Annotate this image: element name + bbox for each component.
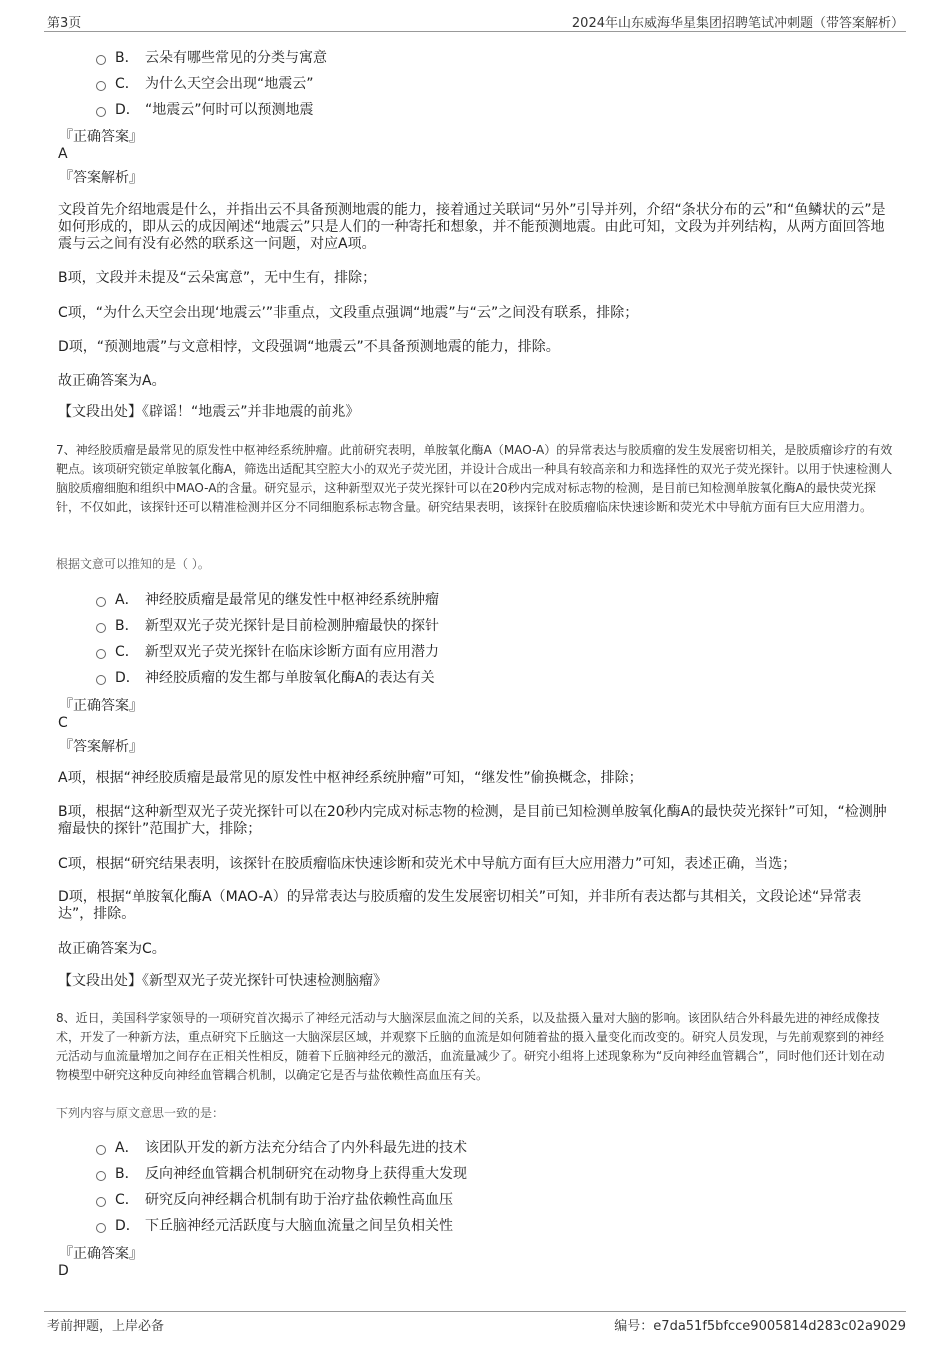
- option-text: 新型双光子荧光探针在临床诊断方面有应用潜力: [145, 644, 439, 660]
- document-title: 2024年山东威海华星集团招聘笔试冲刺题（带答案解析）: [571, 16, 904, 31]
- q7-option-a[interactable]: [96, 589, 439, 609]
- q8-option-c[interactable]: [96, 1189, 453, 1209]
- q6-analysis-label: 『答案解析』: [59, 170, 143, 186]
- option-letter: D．: [115, 670, 140, 686]
- footer-slogan: 考前押题，上岸必备: [47, 1319, 165, 1334]
- header-divider: [44, 31, 906, 32]
- q6-option-c[interactable]: [96, 73, 314, 93]
- q6-analysis-d: D项，“预测地震”与文意相悖，文段强调“地震云”不具备预测地震的能力，排除。: [58, 339, 560, 355]
- q8-option-a[interactable]: [96, 1137, 467, 1157]
- option-letter: C．: [115, 1192, 139, 1208]
- option-text: 神经胶质瘤是最常见的继发性中枢神经系统肿瘤: [145, 592, 439, 608]
- q7-analysis-d: D项，根据“单胺氧化酶A（MAO-A）的异常表达与胶质瘤的发生发展密切相关”可知，并非所有表达都与其相关，文段论述“异常表达”，排除。: [58, 889, 862, 922]
- option-letter: A．: [115, 1140, 139, 1156]
- q8-stem: 8、近日，美国科学家领导的一项研究首次揭示了神经元活动与大脑深层血流之间的关系，以及盐摄入量对大脑的影响。该团队结合外科最先进的神经成像技术，开发了一种新方法，重点研究下丘脑这一大脑深层区域，并观察下丘脑的血流是如何随着盐的摄入量变化而改变的。研究人员发现，与先前观察到的神经元活动与血流量增加之间存在正相关性相反，随着下丘脑神经元的激活，血流量减少了。研究小组将上述现象称为“反向神经血管耦合”，同时他们还计划在动物模型中研究这种反向神经血管耦合机制，以确定它是否与盐依赖性高血压有关。: [56, 1011, 885, 1082]
- q7-analysis-c: C项，根据“研究结果表明，该探针在胶质瘤临床快速诊断和荧光术中导航方面有巨大应用潜力”可知，表述正确，当选；: [58, 856, 797, 872]
- radio-icon[interactable]: [96, 623, 106, 633]
- option-text: 神经胶质瘤的发生都与单胺氧化酶A的表达有关: [145, 670, 435, 686]
- option-text: 为什么天空会出现“地震云”: [145, 76, 314, 92]
- q7-source: 【文段出处】《新型双光子荧光探针可快速检测脑瘤》: [58, 973, 387, 989]
- option-letter: C．: [115, 644, 139, 660]
- radio-icon[interactable]: [96, 675, 106, 685]
- q6-analysis-b: B项，文段并未提及“云朵寓意”，无中生有，排除；: [58, 270, 377, 286]
- option-text: 新型双光子荧光探针是目前检测肿瘤最快的探针: [145, 618, 439, 634]
- q7-answer-label: 『正确答案』: [59, 698, 143, 714]
- q8-option-d[interactable]: [96, 1215, 453, 1235]
- q8-answer-label: 『正确答案』: [59, 1246, 143, 1262]
- radio-icon[interactable]: [96, 649, 106, 659]
- q8-answer: D: [58, 1263, 69, 1279]
- q7-option-b[interactable]: [96, 615, 439, 635]
- q7-option-d[interactable]: [96, 667, 435, 687]
- q6-option-d[interactable]: [96, 99, 314, 119]
- q6-analysis-summary: 文段首先介绍地震是什么，并指出云不具备预测地震的能力，接着通过关联词“另外”引导并列，介绍“条状分布的云”和“鱼鳞状的云”是如何形成的，即从云的成因阐述“地震云”只是人们的一种寄托和想象，并不能预测地震。由此可知，文段为并列结构，从两方面回答地震与云之间有没有必然的联系这一问题，对应A项。: [58, 202, 886, 252]
- radio-icon[interactable]: [96, 55, 106, 65]
- q7-prompt: 根据文意可以推知的是（ ）。: [56, 557, 210, 571]
- radio-icon[interactable]: [96, 1171, 106, 1181]
- q7-stem: 7、神经胶质瘤是最常见的原发性中枢神经系统肿瘤。此前研究表明，单胺氧化酶A（MAO-A）的异常表达与胶质瘤的发生发展密切相关，是胶质瘤诊疗的有效靶点。该项研究锁定单胺氧化酶A，筛选出适配其空腔大小的双光子荧光团，并设计合成出一种具有较高亲和力和选择性的双光子荧光探针。以用于快速检测人脑胶质瘤细胞和组织中MAO-A的含量。研究显示，这种新型双光子荧光探针可以在20秒内完成对标志物的检测，是目前已知检测单胺氧化酶A的最快荧光探针，不仅如此，该探针还可以精准检测并区分不同细胞系标志物含量。研究结果表明，该探针在胶质瘤临床快速诊断和荧光术中导航方面有巨大应用潜力。: [56, 443, 893, 514]
- q6-analysis-c: C项，“为什么天空会出现‘地震云’”非重点，文段重点强调“地震”与“云”之间没有联系，排除；: [58, 305, 639, 321]
- option-text: 下丘脑神经元活跃度与大脑血流量之间呈负相关性: [145, 1218, 453, 1234]
- q7-analysis-b: B项，根据“这种新型双光子荧光探针可以在20秒内完成对标志物的检测，是目前已知检测单胺氧化酶A的最快荧光探针”可知，“检测肿瘤最快的探针”范围扩大，排除；: [58, 804, 887, 837]
- radio-icon[interactable]: [96, 1145, 106, 1155]
- option-letter: D．: [115, 102, 140, 118]
- option-text: 反向神经血管耦合机制研究在动物身上获得重大发现: [145, 1166, 467, 1182]
- option-letter: B．: [115, 1166, 139, 1182]
- option-letter: B．: [115, 50, 139, 66]
- option-text: 云朵有哪些常见的分类与寓意: [145, 50, 327, 66]
- q7-option-c[interactable]: [96, 641, 439, 661]
- q6-conclusion: 故正确答案为A。: [58, 373, 166, 389]
- q7-analysis-a: A项，根据“神经胶质瘤是最常见的原发性中枢神经系统肿瘤”可知，“继发性”偷换概念，排除；: [58, 770, 643, 786]
- document-code: [614, 1315, 906, 1334]
- q6-answer: A: [58, 146, 68, 162]
- option-letter: A．: [115, 592, 139, 608]
- radio-icon[interactable]: [96, 1223, 106, 1233]
- option-text: “地震云”何时可以预测地震: [145, 102, 314, 118]
- code-label: 编号：: [614, 1319, 654, 1334]
- q8-option-b[interactable]: [96, 1163, 467, 1183]
- option-text: 该团队开发的新方法充分结合了内外科最先进的技术: [145, 1140, 467, 1156]
- option-letter: D．: [115, 1218, 140, 1234]
- q8-prompt: 下列内容与原文意思一致的是：: [56, 1106, 225, 1120]
- code-value: e7da51f5bfcce9005814d283c02a9029: [653, 1319, 906, 1334]
- option-letter: B．: [115, 618, 139, 634]
- q7-answer: C: [58, 715, 68, 731]
- q6-answer-label: 『正确答案』: [59, 129, 143, 145]
- option-text: 研究反向神经耦合机制有助于治疗盐依赖性高血压: [145, 1192, 453, 1208]
- footer-divider: [44, 1311, 906, 1312]
- q6-source: 【文段出处】《辟谣！“地震云”并非地震的前兆》: [58, 404, 360, 420]
- radio-icon[interactable]: [96, 597, 106, 607]
- radio-icon[interactable]: [96, 81, 106, 91]
- page-number: 第3页: [47, 16, 82, 31]
- radio-icon[interactable]: [96, 107, 106, 117]
- q7-conclusion: 故正确答案为C。: [58, 941, 166, 957]
- q6-option-b[interactable]: [96, 47, 327, 67]
- radio-icon[interactable]: [96, 1197, 106, 1207]
- option-letter: C．: [115, 76, 139, 92]
- q7-analysis-label: 『答案解析』: [59, 739, 143, 755]
